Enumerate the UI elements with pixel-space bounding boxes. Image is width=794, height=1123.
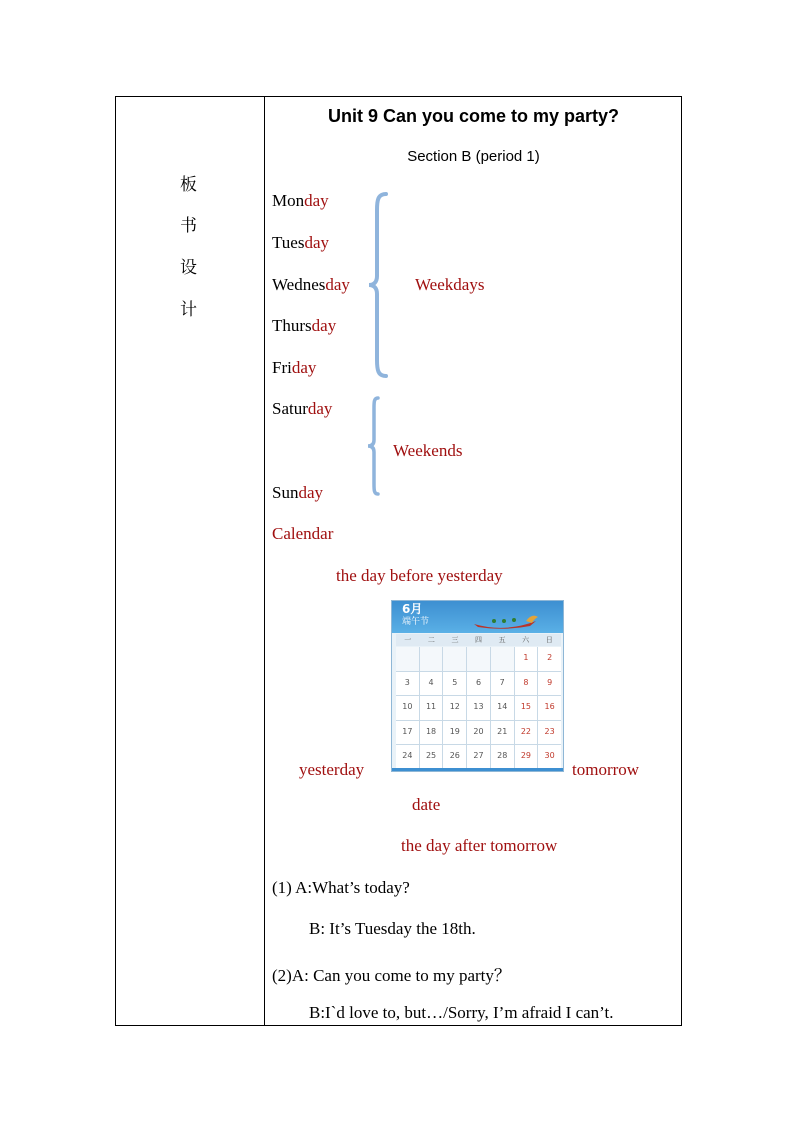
- calendar-day-cell: 17: [396, 721, 419, 745]
- calendar-heading: Calendar: [272, 524, 334, 543]
- calendar-day-cell: 13: [467, 696, 490, 720]
- section-label-char-1: 板: [180, 175, 197, 195]
- dow-sun: 日: [545, 636, 553, 644]
- dow-mon: 一: [404, 636, 412, 644]
- label-date: date: [412, 795, 441, 814]
- calendar-day-cell: 11: [420, 696, 443, 720]
- dialogue-2-question: (2)A: Can you come to my party？: [272, 966, 511, 985]
- calendar-day-cell: 8: [515, 672, 538, 696]
- weekends-label: Weekends: [393, 441, 463, 460]
- section-label-char-3: 设: [180, 258, 197, 278]
- calendar-day-cell: 1: [515, 647, 538, 671]
- label-day-before-yesterday: the day before yesterday: [336, 566, 503, 585]
- weekday-monday: Monday: [272, 191, 329, 210]
- calendar-day-cell: 4: [420, 672, 443, 696]
- weekdays-brace-icon: [366, 192, 390, 378]
- calendar-day-cell: 20: [467, 721, 490, 745]
- june-calendar-image: [391, 600, 564, 772]
- calendar-day-cell: 24: [396, 745, 419, 769]
- section-label-char-2: 书: [180, 216, 197, 236]
- calendar-day-cell: 2: [538, 647, 561, 671]
- dow-tue: 二: [427, 636, 435, 644]
- calendar-festival: 端午节: [402, 617, 430, 627]
- dow-thu: 四: [475, 636, 483, 644]
- calendar-day-cell: 27: [467, 745, 490, 769]
- dialogue-1-answer: B: It’s Tuesday the 18th.: [309, 919, 476, 938]
- dow-wed: 三: [451, 636, 459, 644]
- calendar-day-cell: 18: [420, 721, 443, 745]
- calendar-day-cell: 3: [396, 672, 419, 696]
- section-label-char-4: 计: [180, 300, 197, 320]
- calendar-day-cell: 15: [515, 696, 538, 720]
- calendar-day-cell: 9: [538, 672, 561, 696]
- calendar-day-cell: 5: [443, 672, 466, 696]
- calendar-weekday-row: [396, 634, 561, 646]
- label-day-after-tomorrow: the day after tomorrow: [401, 836, 558, 855]
- calendar-day-cell: 26: [443, 745, 466, 769]
- calendar-empty-cell: [491, 647, 514, 671]
- weekend-saturday: Saturday: [272, 399, 333, 418]
- calendar-footer-bar: [392, 768, 563, 771]
- weekdays-label: Weekdays: [415, 275, 485, 294]
- calendar-day-cell: 25: [420, 745, 443, 769]
- weekend-sunday: Sunday: [272, 483, 324, 502]
- weekday-tuesday: Tuesday: [272, 233, 329, 252]
- weekday-wednesday: Wednesday: [272, 275, 350, 294]
- calendar-day-cell: 23: [538, 721, 561, 745]
- calendar-empty-cell: [467, 647, 490, 671]
- calendar-day-cell: 14: [491, 696, 514, 720]
- calendar-day-cell: 7: [491, 672, 514, 696]
- calendar-day-cell: 6: [467, 672, 490, 696]
- label-tomorrow: tomorrow: [572, 760, 640, 779]
- label-yesterday: yesterday: [299, 760, 365, 779]
- section-subtitle: Section B (period 1): [407, 148, 540, 165]
- calendar-day-cell: 12: [443, 696, 466, 720]
- weekday-thursday: Thursday: [272, 316, 337, 335]
- calendar-day-cell: 19: [443, 721, 466, 745]
- weekday-friday: Friday: [272, 358, 317, 377]
- calendar-header: [392, 601, 563, 633]
- calendar-day-cell: 28: [491, 745, 514, 769]
- weekends-brace-icon: [364, 396, 382, 498]
- calendar-empty-cell: [396, 647, 419, 671]
- calendar-day-cell: 29: [515, 745, 538, 769]
- unit-title: Unit 9 Can you come to my party?: [327, 106, 620, 126]
- calendar-day-grid: [396, 647, 561, 769]
- calendar-day-cell: 21: [491, 721, 514, 745]
- column-divider: [264, 96, 265, 1026]
- calendar-month-label: 6月: [402, 602, 423, 616]
- calendar-day-cell: 10: [396, 696, 419, 720]
- dow-fri: 五: [498, 636, 506, 644]
- dialogue-2-answer: B:I`d love to, but…/Sorry, I’m afraid I can’t.: [309, 1003, 614, 1022]
- dow-sat: 六: [522, 636, 530, 644]
- calendar-day-cell: 22: [515, 721, 538, 745]
- calendar-day-cell: 16: [538, 696, 561, 720]
- dialogue-1-question: (1) A:What’s today?: [272, 878, 410, 897]
- dragon-boat-icon: [470, 609, 540, 631]
- calendar-empty-cell: [443, 647, 466, 671]
- calendar-month: [402, 603, 429, 629]
- calendar-day-cell: 30: [538, 745, 561, 769]
- calendar-empty-cell: [420, 647, 443, 671]
